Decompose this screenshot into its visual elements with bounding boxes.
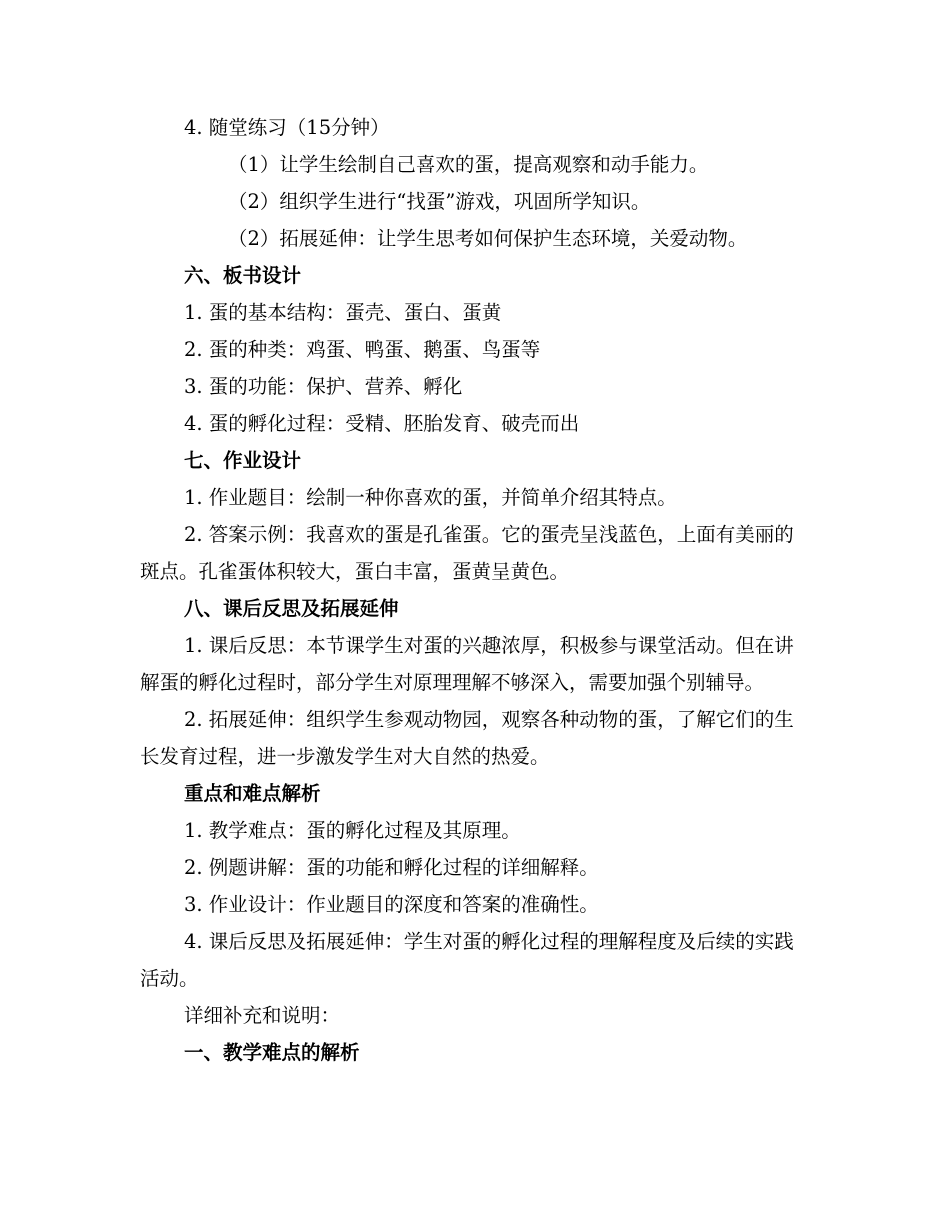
document-body <box>140 109 807 1071</box>
key-point-item: 1. 教学难点：蛋的孵化过程及其原理。 <box>184 819 521 842</box>
section-heading-reflection: 八、课后反思及拓展延伸 <box>184 597 399 620</box>
homework-item: 1. 作业题目：绘制一种你喜欢的蛋，并简单介绍其特点。 <box>184 486 677 509</box>
key-point-item: 4. 课后反思及拓展延伸：学生对蛋的孵化过程的理解程度及后续的实践活动。 <box>140 930 794 990</box>
section-heading-key-points: 重点和难点解析 <box>184 782 321 805</box>
section-heading-difficulty-analysis: 一、教学难点的解析 <box>184 1041 360 1064</box>
reflection-item: 1. 课后反思：本节课学生对蛋的兴趣浓厚，积极参与课堂活动。但在讲解蛋的孵化过程时，部分学生对原理理解不够深入，需要加强个别辅导。 <box>140 634 794 694</box>
key-point-item: 3. 作业设计：作业题目的深度和答案的准确性。 <box>184 893 599 916</box>
practice-title: 4. 随堂练习（15分钟） <box>184 116 390 139</box>
practice-item: （2）拓展延伸：让学生思考如何保护生态环境，关爱动物。 <box>228 227 748 250</box>
board-design-item: 3. 蛋的功能：保护、营养、孵化 <box>184 375 463 398</box>
practice-item: （2）组织学生进行“找蛋”游戏，巩固所学知识。 <box>228 190 651 213</box>
board-design-item: 1. 蛋的基本结构：蛋壳、蛋白、蛋黄 <box>184 301 502 324</box>
homework-item: 2. 答案示例：我喜欢的蛋是孔雀蛋。它的蛋壳呈浅蓝色，上面有美丽的斑点。孔雀蛋体积较大，蛋白丰富，蛋黄呈黄色。 <box>140 523 794 583</box>
supplement-label: 详细补充和说明： <box>184 1004 341 1027</box>
reflection-item: 2. 拓展延伸：组织学生参观动物园，观察各种动物的蛋，了解它们的生长发育过程，进一步激发学生对大自然的热爱。 <box>140 708 794 768</box>
board-design-item: 2. 蛋的种类：鸡蛋、鸭蛋、鹅蛋、鸟蛋等 <box>184 338 541 361</box>
practice-item: （1）让学生绘制自己喜欢的蛋，提高观察和动手能力。 <box>228 153 709 176</box>
board-design-item: 4. 蛋的孵化过程：受精、胚胎发育、破壳而出 <box>184 412 580 435</box>
section-heading-board-design: 六、板书设计 <box>184 264 302 287</box>
key-point-item: 2. 例题讲解：蛋的功能和孵化过程的详细解释。 <box>184 856 599 879</box>
section-heading-homework: 七、作业设计 <box>184 449 302 472</box>
